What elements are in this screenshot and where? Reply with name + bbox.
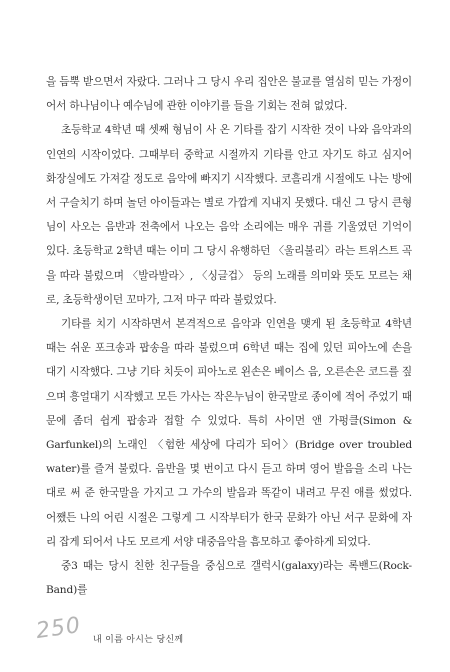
paragraph-continued: 을 듬뿍 받으면서 자랐다. 그러나 그 당시 우리 집안은 불교를 열심히 믿는 가정이어서 하나님이나 예수님에 관한 이야기를 들을 기회는 전혀 없었다. [46, 76, 412, 113]
running-title: 내 이름 아시는 당신께 [93, 635, 184, 645]
paragraph-guitar-origin: 초등학교 4학년 때 셋째 형님이 사 온 기타를 잡기 시작한 것이 나와 음악과의 인연의 시작이었다. 그때부터 중학교 시절까지 기타를 안고 자기도 하고 심지어 화장실에도 가져갈 정도로 음악에 빠지기 시작했다. 코흘리개 시절에도 나는 방에서 구슬치기 하며 놀던 아이들과는 별로 가깝게 지내지 못했다. 대신 그 당시 큰형님이 사오는 음반과 전축에서 나오는 음악 소리에는 매우 귀를 기울였던 기억이 있다. 초등학교 2학년 때는 이미 그 당시 유행하던 〈울리불리〉라는 트위스트 곡을 따라 불렀으며 〈발라발라〉, 〈싱글겁〉 등의 노래를 의미와 뜻도 모르는 채로, 초등학생이던 꼬마가, 그저 마구 따라 불렀었다. [46, 124, 412, 306]
body-text [46, 70, 412, 602]
page-number: 250 [34, 612, 83, 645]
paragraph-rock-band: 중3 때는 당시 친한 친구들을 중심으로 갤럭시(galaxy)라는 록밴드(Rock-Band)를 [46, 560, 412, 597]
page-footer [36, 612, 256, 662]
paragraph-pop-songs: 기타를 치기 시작하면서 본격적으로 음악과 인연을 맺게 된 초등학교 4학년 때는 쉬운 포크송과 팝송을 따라 불렀으며 6학년 때는 집에 있던 피아노에 손을 대기 시작했다. 그냥 기타 치듯이 피아노로 왼손은 베이스 음, 오른손은 코드를 짚으며 흥얼대기 시작했고 모든 가사는 작은누님이 한국말로 종이에 적어 주었기 때문에 좀더 쉽게 팝송과 접할 수 있었다. 특히 사이먼 앤 가펑클(Simon & Garfunkel)의 노래인 〈험한 세상에 다리가 되어〉(Bridge over troubled water)를 즐겨 불렀다. 음반을 몇 번이고 다시 듣고 하며 영어 발음을 소리 나는 대로 써 준 한국말을 가지고 그 가수의 발음과 똑같이 내려고 무진 애를 썼었다. 어쨌든 나의 어린 시절은 그렇게 그 시작부터가 한국 문화가 아닌 서구 문화에 자리 잡게 되어서 나도 모르게 서양 대중음악을 흠모하고 좋아하게 되었다. [46, 318, 412, 548]
